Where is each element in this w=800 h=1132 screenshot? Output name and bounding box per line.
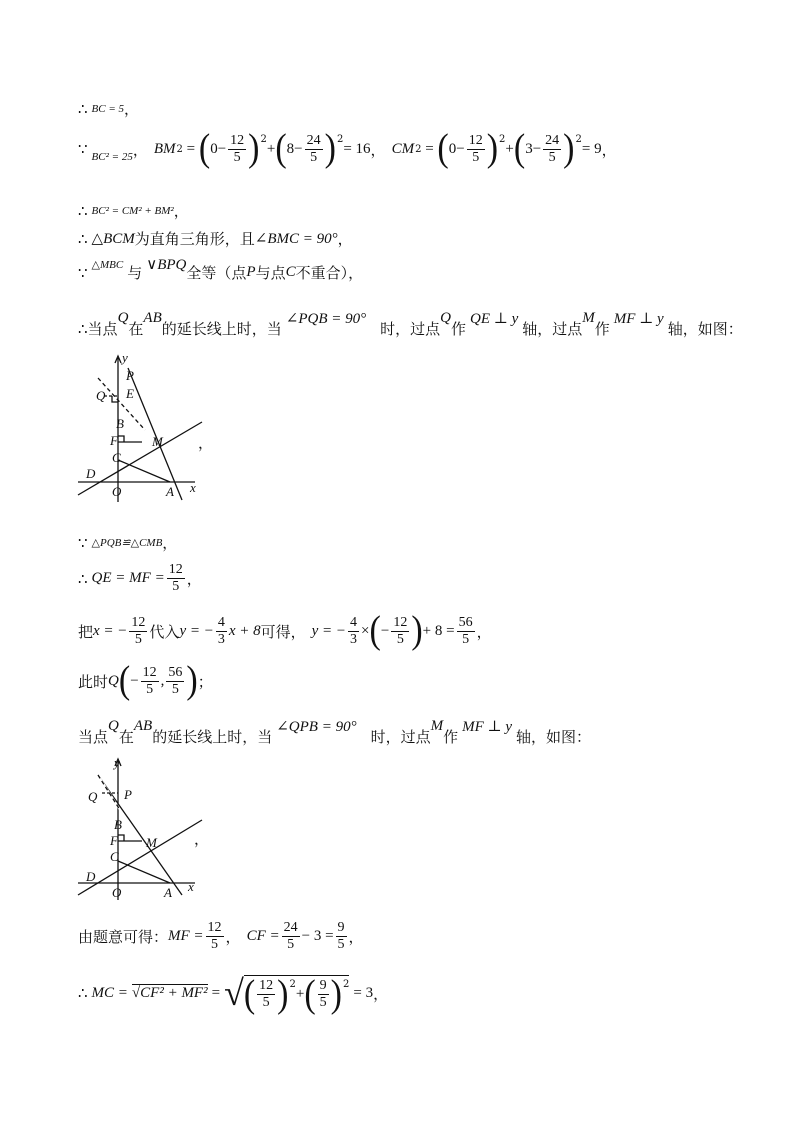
exponent: 2 — [336, 133, 344, 145]
label-f: F — [110, 833, 118, 848]
bc-squared: BC² = 25 — [91, 151, 133, 163]
fraction-12-5: $\frac{12}{5}$ — [142, 664, 157, 697]
exponent: 2 — [260, 133, 267, 145]
comma: ， — [198, 434, 214, 452]
right-angle-f — [118, 835, 124, 841]
point-q: Q — [117, 310, 129, 326]
line-dca — [78, 820, 202, 895]
because-symbol: ∵ — [78, 533, 88, 552]
text: 与 — [127, 264, 143, 282]
because-symbol: ∵ — [78, 140, 88, 158]
semicolon: ； — [197, 672, 213, 691]
label-x: x — [190, 480, 196, 495]
label-d: D — [86, 869, 96, 884]
y-equation: y = − — [179, 622, 214, 639]
text: 的延长线上时，当 — [152, 728, 273, 746]
equals-3: = 3 — [353, 984, 374, 1001]
sqrt-content: ( $\frac{12}{5}$ ) 2 + ( $\frac{9}{5}$ ) 2 — [243, 972, 350, 1016]
text: 为直角三角形，且 — [134, 230, 255, 248]
segment-ca — [118, 861, 170, 883]
label-b: B — [116, 416, 124, 431]
minus: − — [130, 672, 139, 689]
fraction-12-5: $\frac{12}{5}$ — [230, 132, 245, 165]
label-p: P — [124, 787, 132, 802]
label-d: D — [86, 466, 96, 481]
equals-16: = 16 — [343, 140, 371, 157]
line-dca — [78, 422, 202, 495]
text: 不重合）， — [295, 264, 364, 282]
sqrt-cf-mf: √CF² + MF² — [131, 985, 208, 1001]
fraction-56-5: $\frac{56}{5}$ — [458, 614, 473, 647]
zero: 0 — [448, 140, 457, 157]
coord-comma: , — [160, 672, 165, 689]
line-bc-equals-5 — [78, 98, 139, 119]
times: × — [361, 622, 370, 639]
fraction-12-5: $\frac{12}{5}$ — [168, 562, 183, 594]
text: 的延长线上时，当 — [161, 320, 282, 338]
text: 时，过点 — [370, 728, 431, 746]
pythagoras-expression: BC² = CM² + BM² — [91, 204, 174, 217]
line-substitution: 把 x = − $\frac{12}{5}$ 代入 y = − $\frac{4}{3}$ x + 8 可得， y = − $\frac{4}{3}$ × ( − $\frac{12}{5}$ ) + 8 = $\frac{56}{5}$ ， — [78, 609, 492, 652]
comma: ， — [348, 928, 364, 946]
triangle-bcm: △BCM — [91, 231, 135, 247]
line-qe-mf — [78, 562, 202, 595]
exponent: 2 — [289, 979, 296, 990]
segment-ab: AB — [133, 718, 153, 734]
fraction-56-5: $\frac{56}{5}$ — [168, 664, 183, 697]
label-m: M — [146, 835, 157, 850]
qe-perp-y: QE ⊥ y — [470, 311, 519, 327]
mf-equation: MF = — [168, 928, 204, 944]
fraction-24-5: $\frac{24}{5}$ — [283, 920, 298, 952]
text: 时，过点 — [380, 320, 441, 338]
text: 轴，如图： — [667, 320, 743, 338]
bm-label: BM — [153, 140, 176, 157]
angle-qpb: ∠QPB = 90° — [276, 719, 357, 735]
point-m: M — [582, 310, 595, 326]
mc-equation: MC = — [91, 984, 128, 1001]
comma: ， — [373, 984, 389, 1003]
text: 作 — [594, 320, 610, 338]
fraction-12-5: $\frac{12}{5}$ — [207, 920, 222, 952]
text: 与点 — [255, 264, 286, 282]
text: 把 — [78, 622, 94, 641]
equals-9: = 9 — [581, 140, 602, 157]
label-q: Q — [88, 789, 98, 804]
minus: − — [217, 140, 227, 157]
minus: − — [456, 140, 465, 157]
line-congruence-pqb-cmb — [78, 532, 177, 553]
minus-3-equals: − 3 = — [301, 928, 334, 944]
label-a: A — [166, 484, 174, 499]
eight: 8 — [286, 140, 295, 157]
line-mc — [78, 972, 388, 1014]
plus: + — [505, 140, 514, 157]
comma: ， — [173, 202, 189, 220]
label-f: F — [110, 433, 118, 448]
comma: ， — [476, 622, 492, 641]
fraction-12-5: $\frac{12}{5}$ — [259, 978, 274, 1010]
label-e: E — [126, 386, 134, 401]
therefore-symbol: ∴ — [78, 984, 88, 1002]
minus: − — [294, 140, 303, 157]
text: 当点 — [78, 728, 109, 746]
point-q: Q — [108, 672, 119, 689]
sqrt-symbol: √ — [224, 973, 244, 1013]
minus: − — [380, 622, 390, 639]
label-y: y — [122, 350, 128, 365]
exponent: 2 — [499, 133, 506, 145]
comma: ， — [225, 928, 241, 946]
label-c: C — [112, 450, 121, 465]
plus-8-equals: + 8 = — [422, 622, 455, 639]
label-x: x — [188, 879, 194, 894]
fraction-12-5: $\frac{12}{5}$ — [468, 132, 483, 165]
exponent: 2 — [176, 143, 183, 155]
segment-ab: AB — [143, 310, 162, 326]
exponent: 2 — [415, 143, 422, 155]
label-a: A — [164, 885, 172, 900]
label-o: O — [112, 885, 122, 900]
figure-case-one — [70, 350, 250, 510]
therefore-symbol: ∴ — [78, 319, 88, 338]
comma: ， — [337, 230, 353, 248]
point-c: C — [285, 264, 296, 280]
plus: + — [266, 140, 276, 157]
text: 可得， — [260, 622, 306, 641]
fraction-24-5: $\frac{24}{5}$ — [545, 132, 560, 165]
label-m: M — [152, 434, 163, 449]
text: 此时 — [78, 672, 109, 691]
x-plus-8: x + 8 — [228, 622, 261, 639]
mf-perp-y: MF ⊥ y — [462, 719, 513, 735]
text: 全等（点 — [186, 264, 247, 282]
three: 3 — [525, 140, 533, 157]
fraction-9-5: $\frac{9}{5}$ — [319, 978, 327, 1010]
comma: ， — [162, 534, 178, 552]
triangle-mbc: △MBC — [91, 259, 124, 271]
mf-perp-y: MF ⊥ y — [613, 311, 664, 327]
label-b: B — [114, 817, 122, 832]
fraction-12-5: $\frac{12}{5}$ — [131, 614, 146, 647]
point-q: Q — [440, 310, 451, 326]
text: 在 — [128, 320, 144, 338]
text: 作 — [450, 320, 466, 338]
point-p: P — [246, 264, 256, 280]
comma: ， — [370, 140, 386, 159]
fraction-4-3: $\frac{4}{3}$ — [217, 614, 225, 647]
fraction-4-3: $\frac{4}{3}$ — [350, 614, 358, 647]
point-q: Q — [108, 718, 119, 734]
right-angle-f — [118, 436, 124, 442]
line-pythagoras — [78, 200, 189, 221]
label-y: y — [114, 755, 120, 770]
text: 由题意可得： — [78, 928, 169, 946]
fraction-12-5: $\frac{12}{5}$ — [393, 614, 408, 647]
plus: + — [295, 986, 305, 1002]
text: 轴，如图： — [516, 728, 592, 746]
because-symbol: ∵ — [78, 263, 88, 282]
fraction-9-5: $\frac{9}{5}$ — [337, 920, 345, 952]
fraction-24-5: $\frac{24}{5}$ — [306, 132, 321, 165]
line-case-one — [78, 310, 743, 339]
qe-mf-equation: QE = MF = — [91, 570, 165, 586]
label-c: C — [110, 849, 119, 864]
therefore-symbol: ∴ — [78, 99, 88, 118]
line-case-two — [78, 718, 592, 747]
equals: = — [211, 984, 221, 1001]
text: 轴，过点 — [522, 320, 583, 338]
text: 当点 — [87, 320, 118, 338]
zero: 0 — [210, 140, 218, 157]
comma: ， — [601, 140, 617, 159]
label-p: P — [126, 368, 134, 383]
y-equation: y = − — [311, 622, 347, 639]
therefore-symbol: ∴ — [78, 569, 88, 588]
exponent: 2 — [343, 979, 350, 990]
comma: ， — [132, 140, 148, 159]
bc-expression: BC = 5 — [91, 102, 125, 115]
exponent: 2 — [575, 133, 582, 145]
comma: ， — [186, 570, 202, 588]
line-right-triangle — [78, 228, 353, 249]
cf-equation: CF = — [246, 928, 280, 944]
therefore-symbol: ∴ — [78, 229, 88, 248]
point-m: M — [430, 718, 444, 734]
figure-case-two — [70, 755, 250, 905]
cm-label: CM — [391, 140, 415, 157]
text: 作 — [443, 728, 459, 746]
congruence-expression: △PQB≌△CMB — [91, 537, 163, 549]
comma: ， — [194, 830, 210, 848]
minus: − — [532, 140, 542, 157]
text: 在 — [118, 728, 134, 746]
line-congruent — [78, 257, 364, 283]
label-q: Q — [96, 388, 106, 403]
text: 代入 — [149, 622, 180, 641]
line-q-coordinates: 此时 Q ( − $\frac{12}{5}$ , $\frac{56}{5}$ ) ； — [78, 659, 213, 702]
line-bm-cm-squares: ∵ BC² = 25 ， BM 2 = ( 0 − $\frac{12}{5}$ ) 2 + ( 8 − $\frac{24}{5}$ ) 2 = 16 ， CM 2 = ( 0 − $\frac{12}{5}$ ) 2 + ( 3 − $\frac{24}{5}$ ) 2 = 9 ， — [78, 127, 617, 170]
x-value: x = − — [93, 622, 128, 639]
segment-ca — [118, 460, 170, 482]
angle-pqb: ∠PQB = 90° — [285, 311, 367, 327]
line-mf-cf — [78, 920, 364, 953]
label-o: O — [112, 484, 122, 499]
comma: ， — [124, 100, 140, 118]
triangle-bpq: ∨BPQ — [146, 257, 187, 273]
angle-bmc: ∠BMC = 90° — [254, 231, 338, 247]
therefore-symbol: ∴ — [78, 201, 88, 220]
